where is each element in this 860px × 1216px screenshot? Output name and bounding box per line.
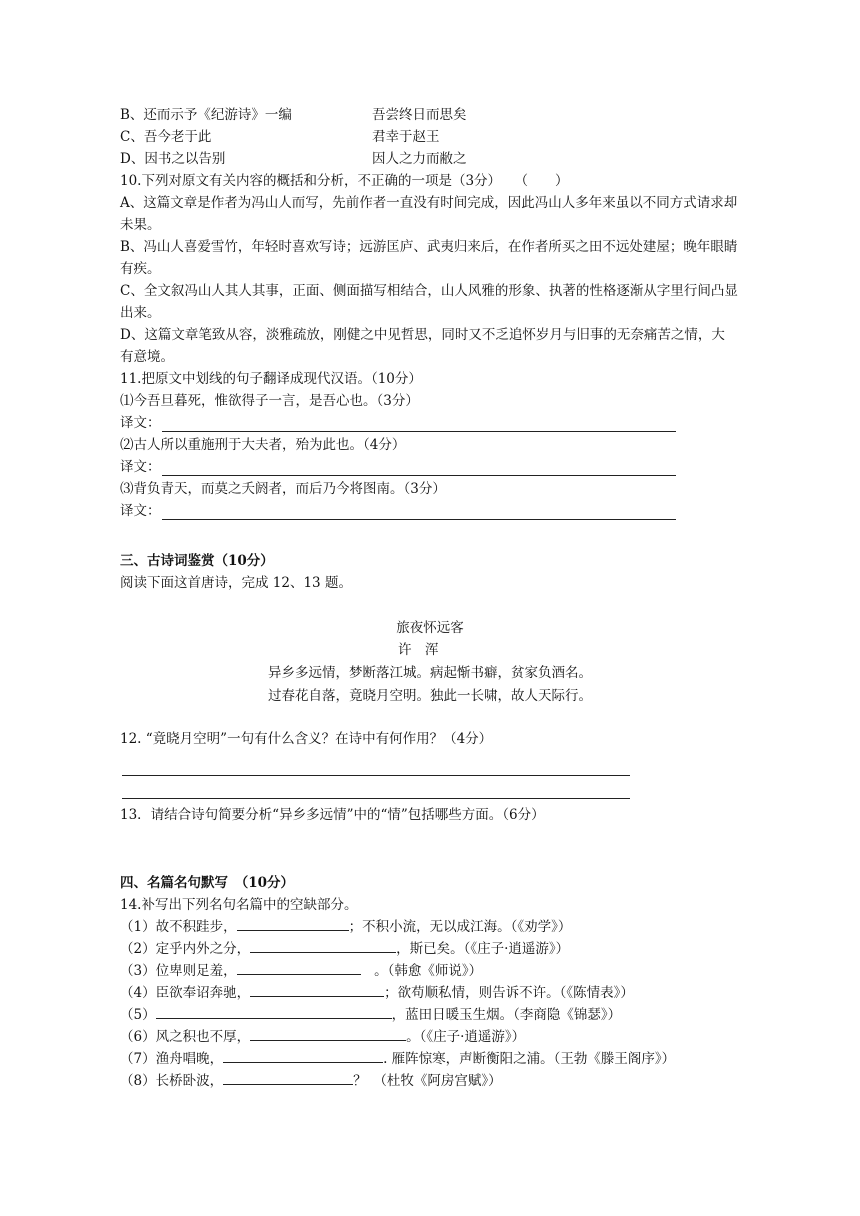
section-3-intro: 阅读下面这首唐诗，完成 12、13 题。	[120, 575, 352, 591]
q12-answer-line-2[interactable]	[122, 798, 630, 799]
q14-item-4-prefix: （4）臣欲奉诏奔驰，	[120, 985, 251, 1001]
q11-sentence-2: ⑵古人所以重施刑于大夫者，殆为此也。（4分）	[120, 437, 406, 453]
q14-item-6	[120, 1026, 525, 1048]
q12-answer-line-1[interactable]	[122, 775, 630, 776]
q9-option-d-left: D、因书之以告别	[120, 151, 226, 167]
poem-line-2: 过春花自落，竟晓月空明。独此一长啸，故人天际行。	[268, 688, 592, 704]
q14-stem: 14.补写出下列名句名篇中的空缺部分。	[120, 897, 358, 913]
q13-stem: 13．请结合诗句简要分析“异乡多远情”中的“情”包括哪些方面。（6分）	[120, 807, 545, 823]
q10-option-b: B、冯山人喜爱雪竹，年轻时喜欢写诗；远游匡庐、武夷归来后，在作者所买之田不远处建屋；晚年眼睛有疾。	[120, 239, 738, 277]
q14-item-8-suffix: ？ （杜牧《阿房宫赋》）	[353, 1073, 502, 1089]
q14-item-7-prefix: （7）渔舟唱晚，	[120, 1051, 224, 1067]
q14-item-5	[120, 1004, 621, 1026]
q14-item-7-suffix: . 雁阵惊寒，声断衡阳之浦。（王勃《滕王阁序》）	[383, 1051, 676, 1067]
q11-sentence-1: ⑴今吾旦暮死，惟欲得子一言，是吾心也。（3分）	[120, 393, 419, 409]
section-3-heading: 三、古诗词鉴赏（10分）	[120, 553, 274, 569]
q14-item-5-suffix: ，蓝田日暖玉生烟。（李商隐《锦瑟》）	[391, 1007, 622, 1023]
q14-item-3-suffix: 。（韩愈《师说》）	[360, 963, 483, 979]
q9-option-b	[120, 104, 467, 126]
q9-option-d	[120, 148, 467, 170]
q9-option-c-right: 君幸于赵王	[372, 129, 440, 145]
q14-item-1	[120, 916, 571, 938]
poem-line-1: 异乡多远情，梦断落江城。病起惭书癖，贫家负酒名。	[268, 665, 592, 681]
q14-item-6-blank[interactable]	[250, 1026, 406, 1041]
q14-item-2-suffix: ，斯已矣。（《庄子·逍遥游》）	[396, 941, 570, 957]
q11-translation-label-1: 译文：	[120, 415, 161, 431]
q14-item-6-prefix: （6）风之积也不厚，	[120, 1029, 251, 1045]
q14-item-4-suffix: ；欲苟顺私情，则告诉不许。（《陈情表》）	[384, 985, 634, 1001]
q14-item-1-blank[interactable]	[237, 916, 349, 931]
q11-stem: 11.把原文中划线的句子翻译成现代汉语。（10分）	[120, 371, 422, 387]
q9-option-c	[120, 126, 440, 148]
q14-item-5-blank[interactable]	[156, 1004, 392, 1019]
q14-item-8-blank[interactable]	[223, 1070, 353, 1085]
q14-item-4	[120, 982, 634, 1004]
q14-item-7-blank[interactable]	[223, 1048, 383, 1063]
q9-option-d-right: 因人之力而敝之	[372, 151, 467, 167]
section-4-heading: 四、名篇名句默写 （10分）	[120, 875, 295, 891]
q11-answer-line-1[interactable]	[162, 431, 676, 432]
q11-answer-line-3[interactable]	[162, 519, 676, 520]
q14-item-4-blank[interactable]	[250, 982, 384, 997]
q14-item-6-suffix: 。（《庄子·逍遥游》）	[406, 1029, 526, 1045]
q14-item-3-blank[interactable]	[237, 960, 361, 975]
q11-answer-line-2[interactable]	[162, 475, 676, 476]
q14-item-3	[120, 960, 482, 982]
q10-option-d: D、这篇文章笔致从容，淡雅疏放，刚健之中见哲思，同时又不乏追怀岁月与旧事的无奈痛苦之情，大有意境。	[120, 327, 725, 365]
poem-title: 旅夜怀远客	[396, 620, 464, 636]
q14-item-7	[120, 1048, 675, 1070]
q11-translation-label-3: 译文：	[120, 503, 161, 519]
q14-item-8-prefix: （8）长桥卧波，	[120, 1073, 224, 1089]
q9-option-b-right: 吾尝终日而思矣	[372, 107, 467, 123]
q10-option-a: A、这篇文章是作者为冯山人而写，先前作者一直没有时间完成，因此冯山人多年来虽以不同方式请求却未果。	[120, 195, 738, 233]
q10-option-c: C、全文叙冯山人其人其事，正面、侧面描写相结合，山人风雅的形象、执著的性格逐渐从字里行间凸显出来。	[120, 283, 738, 321]
q14-item-2	[120, 938, 569, 960]
poem-author: 许 浑	[398, 642, 439, 658]
q14-item-2-prefix: （2）定乎内外之分，	[120, 941, 251, 957]
q14-item-3-prefix: （3）位卑则足羞，	[120, 963, 237, 979]
q10-stem: 10.下列对原文有关内容的概括和分析，不正确的一项是（3分） （ ）	[120, 173, 569, 189]
q11-sentence-3: ⑶背负青天，而莫之夭阏者，而后乃今将图南。（3分）	[120, 481, 446, 497]
q9-option-c-left: C、吾今老于此	[120, 129, 212, 145]
q14-item-8	[120, 1070, 502, 1092]
q12-stem: 12. “竟晓月空明”一句有什么含义？在诗中有何作用？（4分）	[120, 731, 493, 747]
q14-item-1-prefix: （1）故不积跬步，	[120, 919, 237, 935]
q14-item-1-suffix: ；不积小流，无以成江海。（《劝学》）	[348, 919, 572, 935]
q14-item-2-blank[interactable]	[250, 938, 396, 953]
q9-option-b-left: B、还而示予《纪游诗》一编	[120, 107, 292, 123]
q14-item-5-prefix: （5）	[120, 1007, 156, 1023]
q11-translation-label-2: 译文：	[120, 459, 161, 475]
